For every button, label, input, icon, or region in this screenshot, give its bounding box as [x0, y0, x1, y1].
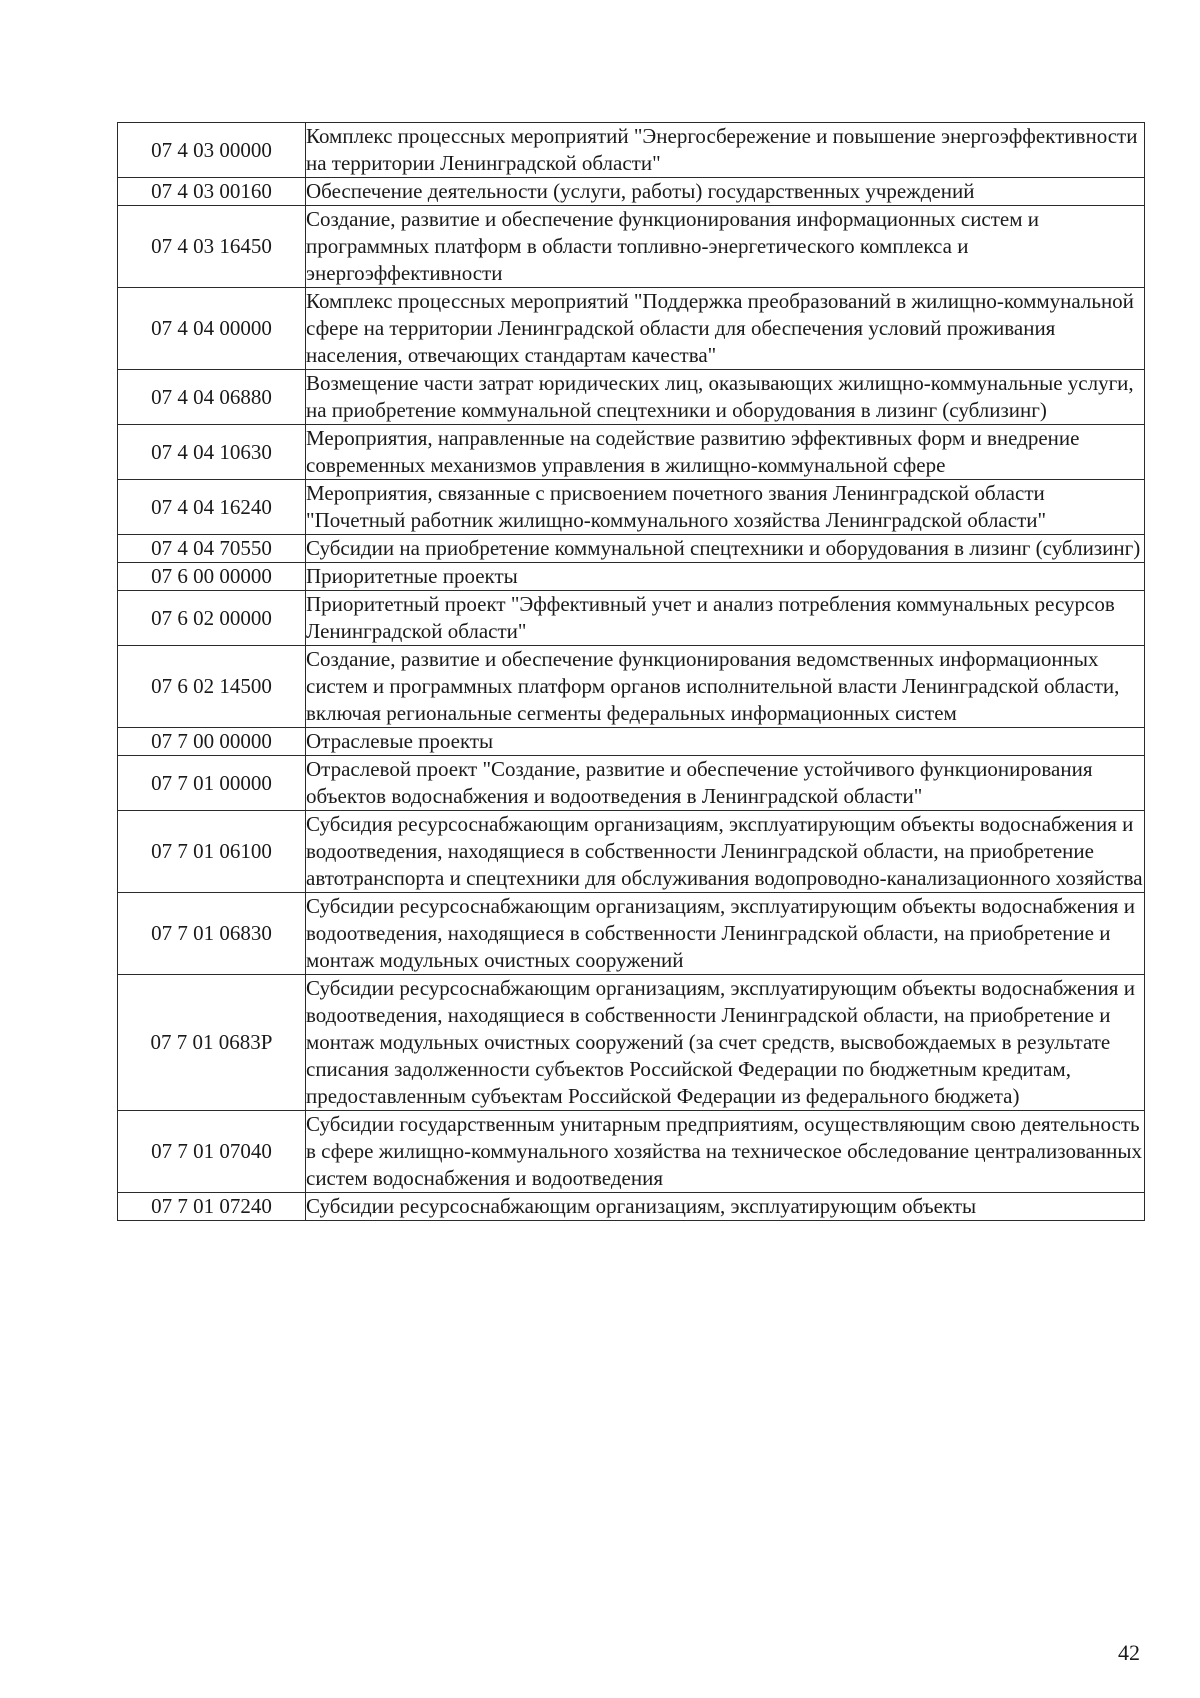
page-number: 42: [1118, 1640, 1140, 1665]
table-body: [118, 123, 1145, 1221]
row-description-cell: Субсидии ресурсоснабжающим организациям, эксплуатирующим объекты водоснабжения и водоотведения, находящиеся в собственности Ленинградской области, на приобретение и монтаж модульных очистных сооружений: [306, 893, 1145, 975]
row-code-cell: 07 4 03 00160: [118, 178, 306, 206]
row-description-cell: Отраслевые проекты: [306, 728, 1145, 756]
row-description-cell: Комплекс процессных мероприятий "Энергосбережение и повышение энергоэффективности на территории Ленинградской области": [306, 123, 1145, 178]
row-code-cell: 07 6 02 00000: [118, 591, 306, 646]
row-code-cell: 07 6 02 14500: [118, 646, 306, 728]
row-code-cell: 07 7 01 06100: [118, 811, 306, 893]
row-description-cell: Обеспечение деятельности (услуги, работы) государственных учреждений: [306, 178, 1145, 206]
row-description-cell: Мероприятия, связанные с присвоением почетного звания Ленинградской области "Почетный работник жилищно-коммунального хозяйства Ленинградской области": [306, 480, 1145, 535]
table-row: [118, 123, 1145, 178]
row-description-cell: Приоритетные проекты: [306, 563, 1145, 591]
table-row: [118, 811, 1145, 893]
table-row: [118, 425, 1145, 480]
table-row: [118, 591, 1145, 646]
row-description-cell: Мероприятия, направленные на содействие развитию эффективных форм и внедрение современных механизмов управления в жилищно-коммунальной сфере: [306, 425, 1145, 480]
table-row: [118, 370, 1145, 425]
row-code-cell: 07 4 04 00000: [118, 288, 306, 370]
row-code-cell: 07 7 01 0683Р: [118, 975, 306, 1111]
row-description-cell: Субсидии на приобретение коммунальной спецтехники и оборудования в лизинг (сублизинг): [306, 535, 1145, 563]
table-row: [118, 1193, 1145, 1221]
row-description-cell: Приоритетный проект "Эффективный учет и анализ потребления коммунальных ресурсов Ленинградской области": [306, 591, 1145, 646]
row-description-cell: Субсидии ресурсоснабжающим организациям, эксплуатирующим объекты водоснабжения и водоотведения, находящиеся в собственности Ленинградской области, на приобретение и монтаж модульных очистных сооружений (за счет средств, высвобождаемых в результате списания задолженности субъектов Российской Федерации по бюджетным кредитам, предоставленным субъектам Российской Федерации из федерального бюджета): [306, 975, 1145, 1111]
row-description-cell: Создание, развитие и обеспечение функционирования ведомственных информационных систем и программных платформ органов исполнительной власти Ленинградской области, включая региональные сегменты федеральных информационных систем: [306, 646, 1145, 728]
row-code-cell: 07 4 04 70550: [118, 535, 306, 563]
table-row: [118, 1111, 1145, 1193]
row-description-cell: Субсидии ресурсоснабжающим организациям, эксплуатирующим объекты: [306, 1193, 1145, 1221]
row-code-cell: 07 6 00 00000: [118, 563, 306, 591]
table-row: [118, 480, 1145, 535]
row-code-cell: 07 4 04 06880: [118, 370, 306, 425]
row-code-cell: 07 7 01 07240: [118, 1193, 306, 1221]
row-code-cell: 07 7 00 00000: [118, 728, 306, 756]
table-row: [118, 756, 1145, 811]
row-description-cell: Субсидия ресурсоснабжающим организациям, эксплуатирующим объекты водоснабжения и водоотведения, находящиеся в собственности Ленинградской области, на приобретение автотранспорта и спецтехники для обслуживания водопроводно-канализационного хозяйства: [306, 811, 1145, 893]
budget-codes-table: [117, 122, 1145, 1221]
table-row: [118, 206, 1145, 288]
table-row: [118, 646, 1145, 728]
row-description-cell: Отраслевой проект "Создание, развитие и обеспечение устойчивого функционирования объектов водоснабжения и водоотведения в Ленинградской области": [306, 756, 1145, 811]
row-code-cell: 07 4 04 16240: [118, 480, 306, 535]
table-row: [118, 893, 1145, 975]
row-description-cell: Создание, развитие и обеспечение функционирования информационных систем и программных платформ в области топливно-энергетического комплекса и энергоэффективности: [306, 206, 1145, 288]
row-code-cell: 07 7 01 07040: [118, 1111, 306, 1193]
table-row: [118, 535, 1145, 563]
row-description-cell: Комплекс процессных мероприятий "Поддержка преобразований в жилищно-коммунальной сфере на территории Ленинградской области для обеспечения условий проживания населения, отвечающих стандартам качества": [306, 288, 1145, 370]
table-row: [118, 288, 1145, 370]
row-description-cell: Возмещение части затрат юридических лиц, оказывающих жилищно-коммунальные услуги, на приобретение коммунальной спецтехники и оборудования в лизинг (сублизинг): [306, 370, 1145, 425]
row-description-cell: Субсидии государственным унитарным предприятиям, осуществляющим свою деятельность в сфере жилищно-коммунального хозяйства на техническое обследование централизованных систем водоснабжения и водоотведения: [306, 1111, 1145, 1193]
table-row: [118, 728, 1145, 756]
row-code-cell: 07 4 04 10630: [118, 425, 306, 480]
row-code-cell: 07 7 01 00000: [118, 756, 306, 811]
table-row: [118, 178, 1145, 206]
row-code-cell: 07 4 03 16450: [118, 206, 306, 288]
row-code-cell: 07 4 03 00000: [118, 123, 306, 178]
table-row: [118, 975, 1145, 1111]
table-row: [118, 563, 1145, 591]
row-code-cell: 07 7 01 06830: [118, 893, 306, 975]
